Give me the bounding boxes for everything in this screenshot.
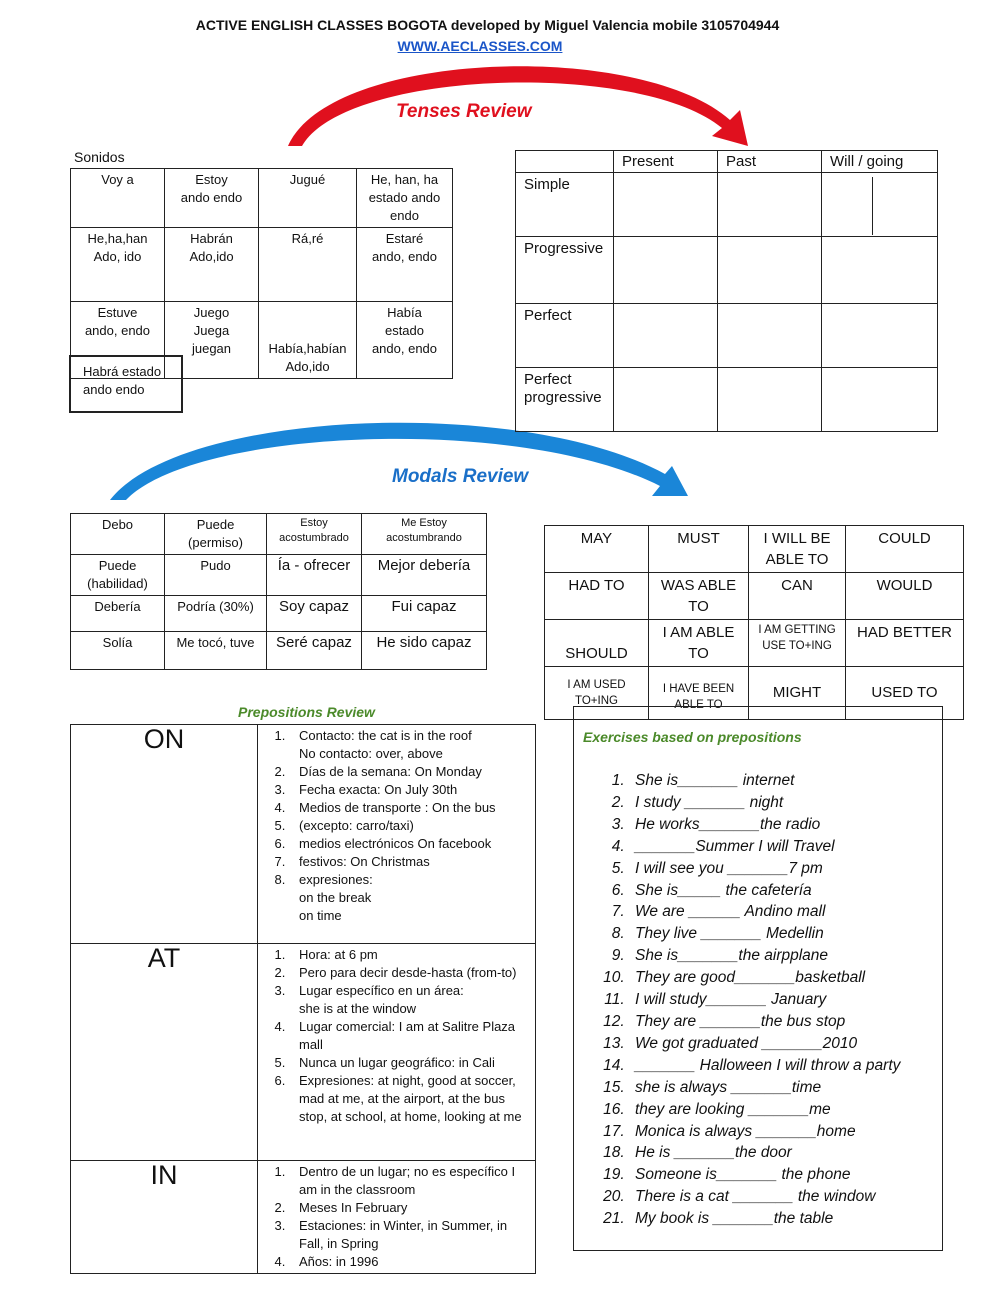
tense-cell[interactable] <box>614 304 718 368</box>
preposition-rules-at <box>258 944 536 1161</box>
exercise-item: 10. They are good_______basketball <box>629 967 900 989</box>
rule-item: 3. Estaciones: in Winter, in Summer, in Fall, in Spring <box>289 1217 532 1253</box>
modal-en-cell: CAN <box>749 573 846 620</box>
sonidos-cell: Estaré ando, endo <box>357 228 453 302</box>
exercises-box <box>573 706 943 1251</box>
modal-es-cell: Solía <box>71 632 165 670</box>
rule-item: 4. Años: in 1996 <box>289 1253 532 1271</box>
tense-row-label: Perfect progressive <box>516 368 614 432</box>
rule-item: 2. Pero para decir desde-hasta (from-to) <box>289 964 532 982</box>
modal-en-cell: MAY <box>545 526 649 573</box>
sonidos-label: Sonidos <box>74 149 125 165</box>
modals-spanish-table <box>70 513 487 670</box>
tense-cell[interactable] <box>718 237 822 304</box>
sonidos-cell: Habrán Ado,ido <box>165 228 259 302</box>
sonidos-cell: Voy a <box>71 169 165 228</box>
exercise-item: 16. they are looking _______me <box>629 1099 900 1121</box>
rule-item: 1. Dentro de un lugar; no es específico I am in the classroom <box>289 1163 532 1199</box>
exercise-item: 20. There is a cat _______ the window <box>629 1186 900 1208</box>
sonidos-cell: Estoy ando endo <box>165 169 259 228</box>
prepositions-review-title: Prepositions Review <box>238 704 375 720</box>
tenses-table <box>515 150 938 432</box>
tenses-header-empty <box>516 151 614 173</box>
preposition-rules-in <box>258 1161 536 1274</box>
rule-item: 6. medios electrónicos On facebook <box>289 835 532 853</box>
rule-item: 4. Lugar comercial: I am at Salitre Plaza mall <box>289 1018 532 1054</box>
modal-en-cell: I AM GETTING USE TO+ING <box>749 620 846 667</box>
tense-row-label: Progressive <box>516 237 614 304</box>
tenses-header-present: Present <box>614 151 718 173</box>
exercise-item: 11. I will study_______ January <box>629 989 900 1011</box>
modal-es-cell: Seré capaz <box>267 632 362 670</box>
modal-en-cell: I AM ABLE TO <box>649 620 749 667</box>
modal-en-cell: USED TO <box>846 667 964 720</box>
rule-item: 1. Hora: at 6 pm <box>289 946 532 964</box>
exercise-item: 3. He works_______the radio <box>629 814 900 836</box>
tense-row-label: Simple <box>516 173 614 237</box>
tense-cell[interactable] <box>718 304 822 368</box>
exercise-item: 19. Someone is_______ the phone <box>629 1164 900 1186</box>
rule-item: 7. festivos: On Christmas <box>289 853 532 871</box>
rule-item: 2. Días de la semana: On Monday <box>289 763 532 781</box>
exercise-item: 15. she is always _______time <box>629 1077 900 1099</box>
sonidos-cell: Juego Juega juegan <box>165 302 259 379</box>
modal-es-cell: Debería <box>71 596 165 632</box>
exercise-item: 21. My book is _______the table <box>629 1208 900 1230</box>
modals-english-table <box>544 525 964 720</box>
sonidos-table <box>70 168 453 379</box>
exercise-item: 1. She is_______ internet <box>629 770 900 792</box>
exercise-item: 6. She is_____ the cafetería <box>629 880 900 902</box>
tense-cell[interactable] <box>822 173 938 237</box>
modal-es-cell: Estoy acostumbrado <box>267 514 362 555</box>
blue-arrow-arc <box>110 423 688 500</box>
modal-en-cell: SHOULD <box>545 620 649 667</box>
modal-en-cell: WOULD <box>846 573 964 620</box>
modal-en-cell: I HAVE BEEN ABLE TO <box>649 667 749 720</box>
sonidos-cell: Rá,ré <box>259 228 357 302</box>
sonidos-cell: Jugué <box>259 169 357 228</box>
exercise-item: 13. We got graduated _______2010 <box>629 1033 900 1055</box>
exercise-item: 2. I study _______ night <box>629 792 900 814</box>
exercise-item: 7. We are ______ Andino mall <box>629 901 900 923</box>
sonidos-cell: He,ha,han Ado, ido <box>71 228 165 302</box>
tenses-header-will: Will / going <box>822 151 938 173</box>
tense-cell[interactable] <box>614 368 718 432</box>
modals-review-title: Modals Review <box>392 466 529 487</box>
modal-en-cell: COULD <box>846 526 964 573</box>
tense-cell[interactable] <box>822 368 938 432</box>
sonidos-cell: He, han, ha estado ando endo <box>357 169 453 228</box>
rule-item: 3. Fecha exacta: On July 30th <box>289 781 532 799</box>
modal-es-cell: Me tocó, tuve <box>165 632 267 670</box>
exercise-item: 9. She is_______the airpplane <box>629 945 900 967</box>
tense-cell[interactable] <box>614 173 718 237</box>
modal-es-cell: Puede (habilidad) <box>71 555 165 596</box>
modal-es-cell: Debo <box>71 514 165 555</box>
tense-cell[interactable] <box>614 237 718 304</box>
tense-row-label: Perfect <box>516 304 614 368</box>
exercise-item: 4. _______Summer I will Travel <box>629 836 900 858</box>
modal-en-cell: I WILL BE ABLE TO <box>749 526 846 573</box>
habra-estado-box: Habrá estado ando endo <box>69 355 183 413</box>
tenses-review-title: Tenses Review <box>396 101 532 122</box>
preposition-word-on: ON <box>71 725 258 944</box>
tense-cell[interactable] <box>718 368 822 432</box>
modal-es-cell: Podría (30%) <box>165 596 267 632</box>
exercise-item: 14. _______ Halloween I will throw a party <box>629 1055 900 1077</box>
sonidos-cell: Había,habían Ado,ido <box>259 302 357 379</box>
tenses-header-past: Past <box>718 151 822 173</box>
page-header: ACTIVE ENGLISH CLASSES BOGOTA developed by Miguel Valencia mobile 3105704944 <box>195 17 780 33</box>
rule-item: 6. Expresiones: at night, good at soccer, mad at me, at the airport, at the bus stop, at school, at home, looking at me <box>289 1072 532 1126</box>
rule-item: 4. Medios de transporte : On the bus <box>289 799 532 817</box>
modal-en-cell: MUST <box>649 526 749 573</box>
exercise-item: 5. I will see you _______7 pm <box>629 858 900 880</box>
rule-item: 5. (excepto: carro/taxi) <box>289 817 532 835</box>
preposition-word-at: AT <box>71 944 258 1161</box>
tense-cell[interactable] <box>822 237 938 304</box>
tense-cell[interactable] <box>822 304 938 368</box>
rule-item: 8. expresiones: on the break on time <box>289 871 532 925</box>
sonidos-cell: Estuve ando, endo <box>71 302 165 379</box>
modal-en-cell: I AM USED TO+ING <box>545 667 649 720</box>
exercise-item: 17. Monica is always _______home <box>629 1121 900 1143</box>
modal-es-cell: Soy capaz <box>267 596 362 632</box>
prepositions-table <box>70 724 536 1274</box>
sonidos-cell: Había estado ando, endo <box>357 302 453 379</box>
exercise-item: 12. They are _______the bus stop <box>629 1011 900 1033</box>
exercise-item: 8. They live _______ Medellin <box>629 923 900 945</box>
modal-es-cell: Ía - ofrecer <box>267 555 362 596</box>
modal-en-cell: MIGHT <box>749 667 846 720</box>
modal-es-cell: Fui capaz <box>362 596 487 632</box>
modal-es-cell: Me Estoy acostumbrando <box>362 514 487 555</box>
rule-item: 1. Contacto: the cat is in the roof No contacto: over, above <box>289 727 532 763</box>
rule-item: 3. Lugar específico en un área: she is at the window <box>289 982 532 1018</box>
cell-divider <box>872 177 873 235</box>
preposition-rules-on <box>258 725 536 944</box>
exercises-title: Exercises based on prepositions <box>583 729 802 745</box>
modal-es-cell: He sido capaz <box>362 632 487 670</box>
modal-es-cell: Puede (permiso) <box>165 514 267 555</box>
modal-es-cell: Pudo <box>165 555 267 596</box>
modal-en-cell: WAS ABLE TO <box>649 573 749 620</box>
exercise-list <box>583 770 900 1230</box>
modal-en-cell: HAD BETTER <box>846 620 964 667</box>
preposition-word-in: IN <box>71 1161 258 1274</box>
exercise-item: 18. He is _______the door <box>629 1142 900 1164</box>
modal-es-cell: Mejor debería <box>362 555 487 596</box>
rule-item: 2. Meses In February <box>289 1199 532 1217</box>
modal-en-cell: HAD TO <box>545 573 649 620</box>
rule-item: 5. Nunca un lugar geográfico: in Cali <box>289 1054 532 1072</box>
website-link[interactable]: WWW.AECLASSES.COM <box>397 38 563 54</box>
tense-cell[interactable] <box>718 173 822 237</box>
